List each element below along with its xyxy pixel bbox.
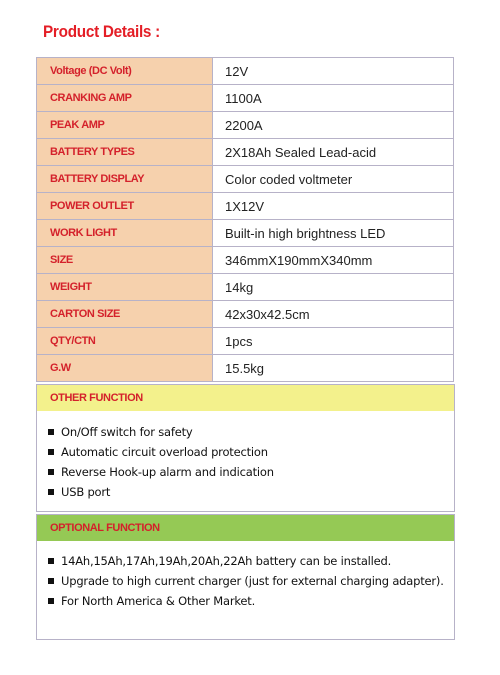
table-row: [37, 85, 454, 112]
spec-label: WEIGHT: [37, 274, 213, 301]
list-item-text: Automatic circuit overload protection: [61, 445, 268, 459]
spec-table: [36, 57, 454, 382]
spec-label: Voltage (DC Volt): [37, 58, 213, 85]
square-bullet-icon: [48, 469, 54, 475]
table-row: [37, 193, 454, 220]
square-bullet-icon: [48, 578, 54, 584]
spec-label: QTY/CTN: [37, 328, 213, 355]
spec-value: 42x30x42.5cm: [213, 301, 454, 328]
table-row: [37, 274, 454, 301]
list-item: [37, 551, 454, 571]
table-row: [37, 328, 454, 355]
optional-function-section: [36, 514, 455, 640]
table-row: [37, 247, 454, 274]
spec-value: 12V: [213, 58, 454, 85]
spec-label: G.W: [37, 355, 213, 382]
spec-value: 2200A: [213, 112, 454, 139]
spec-value: 1100A: [213, 85, 454, 112]
spec-label: PEAK AMP: [37, 112, 213, 139]
list-item-text: Reverse Hook-up alarm and indication: [61, 465, 274, 479]
spec-value: 15.5kg: [213, 355, 454, 382]
table-row: [37, 301, 454, 328]
optional-function-header: OPTIONAL FUNCTION: [37, 515, 454, 541]
list-item-text: For North America & Other Market.: [61, 594, 256, 608]
other-function-list: [37, 411, 454, 502]
spec-label: CRANKING AMP: [37, 85, 213, 112]
square-bullet-icon: [48, 598, 54, 604]
square-bullet-icon: [48, 429, 54, 435]
table-row: [37, 166, 454, 193]
spec-value: 346mmX190mmX340mm: [213, 247, 454, 274]
table-row: [37, 112, 454, 139]
table-row: [37, 58, 454, 85]
spec-value: Built-in high brightness LED: [213, 220, 454, 247]
table-row: [37, 139, 454, 166]
list-item-text: Upgrade to high current charger (just for external charging adapter).: [61, 574, 444, 588]
square-bullet-icon: [48, 449, 54, 455]
spec-value: 2X18Ah Sealed Lead-acid: [213, 139, 454, 166]
spec-label: WORK LIGHT: [37, 220, 213, 247]
list-item: [37, 462, 454, 482]
spec-value: 1pcs: [213, 328, 454, 355]
list-item-text: USB port: [61, 485, 111, 499]
other-function-header: OTHER FUNCTION: [37, 385, 454, 411]
list-item: [37, 422, 454, 442]
optional-function-list: [37, 541, 454, 611]
other-function-section: [36, 384, 455, 512]
spec-value: Color coded voltmeter: [213, 166, 454, 193]
spec-value: 1X12V: [213, 193, 454, 220]
list-item-text: 14Ah,15Ah,17Ah,19Ah,20Ah,22Ah battery can be installed.: [61, 554, 392, 568]
square-bullet-icon: [48, 489, 54, 495]
square-bullet-icon: [48, 558, 54, 564]
spec-label: POWER OUTLET: [37, 193, 213, 220]
page-title: Product Details :: [43, 22, 160, 41]
spec-value: 14kg: [213, 274, 454, 301]
spec-label: CARTON SIZE: [37, 301, 213, 328]
list-item: [37, 571, 454, 591]
list-item-text: On/Off switch for safety: [61, 425, 193, 439]
table-row: [37, 220, 454, 247]
spec-label: SIZE: [37, 247, 213, 274]
table-row: [37, 355, 454, 382]
list-item: [37, 591, 454, 611]
spec-label: BATTERY TYPES: [37, 139, 213, 166]
list-item: [37, 482, 454, 502]
list-item: [37, 442, 454, 462]
spec-label: BATTERY DISPLAY: [37, 166, 213, 193]
